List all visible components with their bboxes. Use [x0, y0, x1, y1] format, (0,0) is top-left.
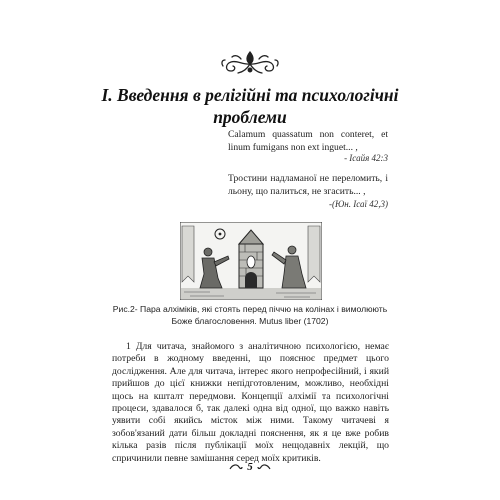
floral-flourish-icon — [219, 48, 281, 78]
epigraph-ukrainian: Тростини надламаної не переломить, і льону, що палиться, не згасить... , — [228, 173, 388, 197]
figure-caption: Рис.2- Пара алхіміків, які стоять перед піччю на колінах і вимолюють Боже благословення. Mutus liber (1702) — [112, 304, 388, 326]
alchemists-engraving-icon — [180, 222, 322, 300]
chapter-title: I. Введення в релігійні та психологічні проблеми — [101, 85, 399, 127]
epigraph-latin: Calamum quassatum non conteret, et linum fumigans non ext inguet... , — [228, 129, 388, 153]
epigraph-latin-reference: - Ісайя 42:3 — [344, 153, 388, 163]
epigraph-ukrainian-reference: -(Юн. Ісаї 42,3) — [328, 199, 388, 209]
page-footer — [215, 461, 285, 473]
left-flourish-icon — [229, 463, 243, 471]
page-number: 5 — [247, 461, 253, 473]
right-flourish-icon — [257, 463, 271, 471]
body-paragraph: 1 Для читача, знайомого з аналітичною психологією, немає потреби в жодному введенні, що пояснює предмет цього дослідження. Але для читача, інтерес якого непрофесійний, і який прийшов до цієї книжки непідготовленим, можливо, необхідні щось на кшталт передмови. Концепції алхімії та психологічні процеси, здавалося б, так далекі одна від одної, що важко навіть уявити собі якийсь місток між ними. Такому читачеві я зобов'язаний дати більш докладні пояснення, як я це вже робив кілька разів після публікації моїх нещодавніх лекцій, що спричинили певне замішання серед моїх критиків. — [112, 341, 389, 464]
